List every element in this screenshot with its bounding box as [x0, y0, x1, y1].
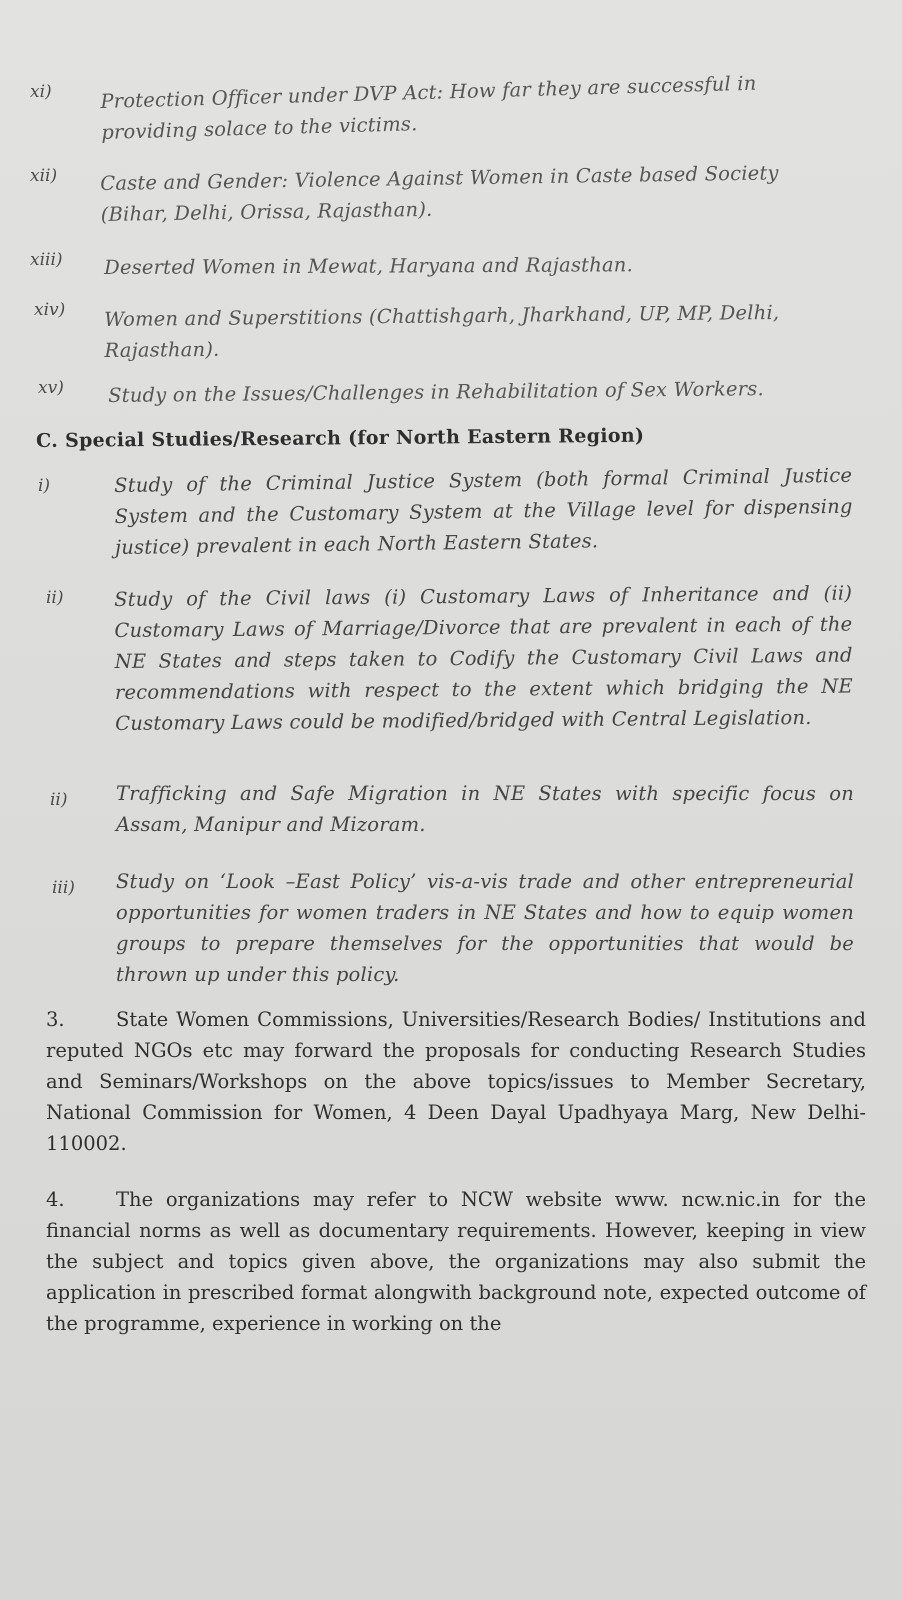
item-number: xii) — [30, 166, 58, 186]
paragraph-number: 4. — [46, 1188, 65, 1211]
item-text: Trafficking and Safe Migration in NE States with specific focus on Assam, Manipur and Mizoram. — [116, 782, 854, 836]
item-text: Study of the Criminal Justice System (both formal Criminal Justice System and the Customary System at the Village level for dispensing justice) prevalent in each North Eastern States. — [114, 463, 853, 559]
item-number: i) — [38, 476, 51, 496]
section-heading: C. Special Studies/Research (for North Eastern Region) — [36, 424, 645, 452]
item-text: Protection Officer under DVP Act: How far they are successful in providing solace to the victims. — [100, 71, 757, 144]
item-text: Study on ‘Look –East Policy’ vis-a-vis trade and other entrepreneurial opportunities for women traders in NE States and how to equip women groups to prepare themselves for the opportunities that would be thrown up under this policy. — [116, 870, 854, 986]
item-number: xv) — [38, 378, 64, 398]
item-number: xiii) — [30, 250, 63, 270]
paragraph-text: State Women Commissions, Universities/Research Bodies/ Institutions and reputed NGOs etc may forward the proposals for conducting Research Studies and Seminars/Workshops on the above topics/issues to Member Secretary, National Commission for Women, 4 Deen Dayal Upadhyaya Marg, New Delhi-110002. — [46, 1008, 866, 1155]
item-text: Caste and Gender: Violence Against Women in Caste based Society (Bihar, Delhi, Orissa, Rajasthan). — [100, 161, 779, 226]
item-text: Deserted Women in Mewat, Haryana and Rajasthan. — [104, 253, 633, 279]
item-number: ii) — [46, 588, 64, 608]
item-number: ii) — [50, 790, 68, 810]
item-number: xi) — [30, 82, 52, 102]
item-number: xiv) — [34, 300, 66, 320]
paragraph-text: The organizations may refer to NCW website www. ncw.nic.in for the financial norms as well as documentary requirements. However, keeping in view the subject and topics given above, the organizations may also submit the application in prescribed format alongwith background note, expected outcome of the programme, experience in working on the — [46, 1188, 866, 1335]
item-number: iii) — [52, 878, 75, 898]
paragraph-number: 3. — [46, 1008, 65, 1031]
paragraph-4 — [46, 1184, 866, 1339]
item-text: Study on the Issues/Challenges in Rehabilitation of Sex Workers. — [108, 377, 764, 407]
item-text: Study of the Civil laws (i) Customary Laws of Inheritance and (ii) Customary Laws of Marriage/Divorce that are prevalent in each of the NE States and steps taken to Codify the Customary Civil Laws and recommendations with respect to the extent which bridging the NE Customary Laws could be modified/bridged with Central Legislation. — [114, 581, 854, 735]
paragraph-3 — [46, 1004, 866, 1159]
item-text: Women and Superstitions (Chattishgarh, Jharkhand, UP, MP, Delhi, Rajasthan). — [104, 300, 780, 362]
